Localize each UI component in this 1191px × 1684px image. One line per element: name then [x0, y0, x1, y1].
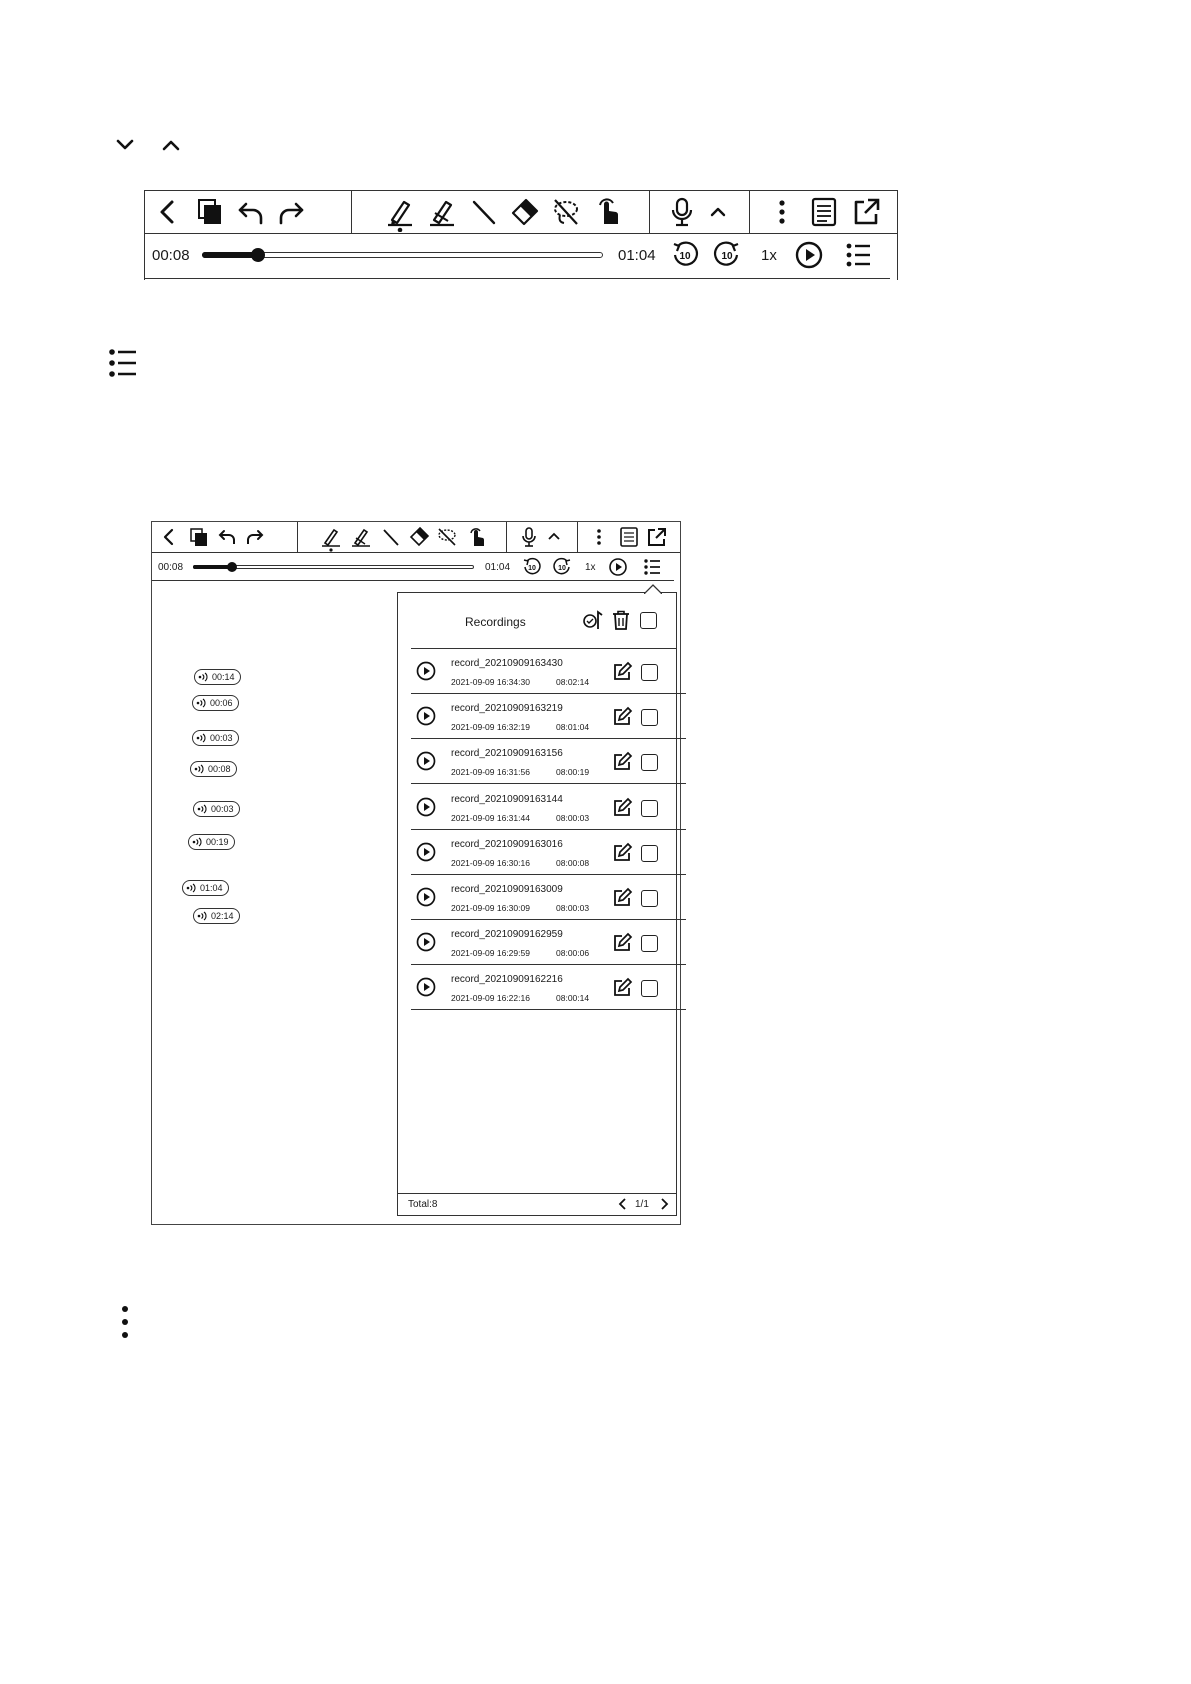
audio-bubble[interactable]: [182, 880, 229, 896]
rename-icon[interactable]: [611, 661, 633, 683]
recording-name: record_20210909163430: [451, 658, 563, 669]
eraser-icon[interactable]: [408, 526, 430, 548]
recording-checkbox[interactable]: [641, 890, 658, 907]
recording-checkbox[interactable]: [641, 800, 658, 817]
recording-length: 08:00:03: [556, 903, 590, 913]
audio-bubble[interactable]: [190, 761, 237, 777]
recording-checkbox[interactable]: [641, 845, 658, 862]
recording-date: 2021-09-09 16:30:16: [451, 857, 530, 868]
play-icon[interactable]: [608, 557, 628, 577]
recording-date: 2021-09-09 16:31:44: [451, 812, 530, 823]
chevron-up-icon[interactable]: [545, 528, 563, 546]
duration-time: 01:04: [485, 562, 511, 573]
recording-checkbox[interactable]: [641, 709, 658, 726]
audio-wave-icon: [197, 911, 209, 921]
export-icon[interactable]: [646, 526, 668, 548]
touch-icon[interactable]: [466, 525, 488, 549]
export-icon[interactable]: [850, 196, 882, 228]
microphone-icon[interactable]: [518, 526, 540, 548]
elapsed-time: 00:08: [152, 247, 190, 264]
microphone-icon[interactable]: [666, 196, 698, 228]
rename-icon[interactable]: [611, 887, 633, 909]
play-icon[interactable]: [415, 705, 437, 727]
rewind-label: 10: [528, 565, 536, 572]
total-count: Total:8: [408, 1199, 438, 1210]
recording-length: 08:01:04: [556, 722, 590, 733]
recording-name: record_20210909163219: [451, 703, 563, 715]
pages-icon[interactable]: [188, 526, 210, 548]
rewind-label: 10: [679, 251, 691, 262]
rename-icon[interactable]: [611, 706, 633, 728]
marker-icon[interactable]: [426, 194, 458, 232]
audio-wave-icon: [197, 804, 209, 814]
recording-length: 08:02:14: [556, 677, 590, 687]
more-vertical-icon[interactable]: [590, 526, 608, 548]
list-icon: [106, 346, 140, 380]
select-all-checkbox[interactable]: [640, 612, 657, 629]
line-tool-icon[interactable]: [468, 196, 500, 228]
table-of-contents-icon[interactable]: [808, 196, 840, 228]
redo-icon[interactable]: [276, 196, 308, 228]
forward-10-icon[interactable]: [552, 557, 572, 577]
audio-wave-icon: [196, 698, 208, 708]
recording-date: 2021-09-09 16:22:16: [451, 993, 530, 1004]
play-icon[interactable]: [415, 660, 437, 682]
table-of-contents-icon[interactable]: [618, 526, 640, 548]
back-icon[interactable]: [152, 196, 184, 228]
progress-slider[interactable]: [202, 248, 603, 262]
more-vertical-icon[interactable]: [768, 196, 796, 228]
play-icon[interactable]: [415, 931, 437, 953]
recording-name: record_20210909163009: [451, 884, 563, 895]
play-icon[interactable]: [415, 976, 437, 998]
recording-length: 08:00:08: [556, 857, 590, 868]
forward-10-icon[interactable]: [712, 240, 742, 270]
marker-icon[interactable]: [350, 525, 372, 549]
audio-bubble-duration: 00:03: [211, 804, 234, 814]
play-icon[interactable]: [415, 841, 437, 863]
lasso-off-icon[interactable]: [436, 526, 458, 548]
recording-row[interactable]: [411, 965, 686, 1010]
audio-bubble[interactable]: [193, 908, 240, 924]
page-indicator: 1/1: [635, 1199, 649, 1210]
audio-wave-icon: [198, 672, 210, 682]
elapsed-time: 00:08: [158, 562, 184, 573]
audio-bubble-duration: 00:19: [206, 837, 229, 847]
pen-icon[interactable]: [320, 525, 342, 552]
progress-fill: [202, 252, 258, 258]
recording-date: 2021-09-09 16:32:19: [451, 722, 530, 733]
play-icon[interactable]: [415, 750, 437, 772]
recordings-panel: [397, 592, 677, 1216]
audio-bubble[interactable]: [194, 669, 241, 685]
pen-icon[interactable]: [384, 194, 416, 232]
device-screen: [151, 521, 681, 1225]
forward-label: 10: [558, 565, 566, 572]
next-page-icon[interactable]: [657, 1196, 671, 1212]
audio-wave-icon: [192, 837, 204, 847]
recording-date: 2021-09-09 16:30:09: [451, 903, 530, 913]
chevron-down-icon: [114, 134, 136, 156]
audio-bubble-duration: 01:04: [200, 883, 223, 893]
forward-label: 10: [721, 251, 733, 262]
recording-checkbox[interactable]: [641, 754, 658, 771]
progress-slider[interactable]: [193, 562, 474, 572]
lasso-off-icon[interactable]: [550, 196, 582, 228]
audio-bubble[interactable]: [192, 730, 239, 746]
rename-icon[interactable]: [611, 977, 633, 999]
audio-bubble-duration: 00:14: [212, 672, 235, 682]
recording-length: 08:00:14: [556, 993, 590, 1004]
toolbar-large: [144, 190, 898, 280]
audio-wave-icon: [196, 733, 208, 743]
audio-wave-icon: [186, 883, 198, 893]
recording-name: record_20210909162959: [451, 929, 563, 941]
prev-page-icon[interactable]: [616, 1196, 630, 1212]
undo-icon[interactable]: [234, 196, 266, 228]
list-icon[interactable]: [844, 240, 874, 270]
rename-icon[interactable]: [611, 797, 633, 819]
audio-bubble-duration: 00:03: [210, 733, 233, 743]
recording-name: record_20210909163156: [451, 748, 563, 760]
audio-bubble-duration: 00:08: [208, 764, 231, 774]
rewind-10-icon[interactable]: [670, 240, 700, 270]
recording-row[interactable]: [411, 694, 686, 739]
play-icon[interactable]: [415, 886, 437, 908]
audio-wave-icon: [194, 764, 206, 774]
audio-bubble-duration: 00:06: [210, 698, 233, 708]
recording-checkbox[interactable]: [641, 935, 658, 952]
recordings-title: Recordings: [465, 615, 526, 629]
play-icon[interactable]: [415, 796, 437, 818]
recording-row[interactable]: [411, 739, 686, 784]
recording-row[interactable]: [411, 649, 686, 694]
recording-name: record_20210909163144: [451, 793, 563, 805]
chevron-up-icon: [160, 134, 182, 156]
recording-date: 2021-09-09 16:31:56: [451, 767, 530, 778]
progress-knob[interactable]: [227, 562, 237, 572]
recording-date: 2021-09-09 16:29:59: [451, 948, 530, 959]
rename-icon[interactable]: [611, 842, 633, 864]
recording-row[interactable]: [411, 785, 686, 830]
redo-icon[interactable]: [244, 526, 266, 548]
touch-icon[interactable]: [592, 194, 624, 228]
list-icon[interactable]: [642, 557, 662, 577]
speed-button[interactable]: 1x: [761, 247, 777, 264]
recording-row[interactable]: [411, 875, 686, 920]
recording-date: 2021-09-09 16:34:30: [451, 677, 530, 687]
recording-name: record_20210909163016: [451, 838, 563, 850]
audio-bubble[interactable]: [192, 695, 239, 711]
audio-bubble[interactable]: [188, 834, 235, 850]
duration-time: 01:04: [618, 247, 656, 264]
recording-length: 08:00:06: [556, 948, 590, 959]
recording-row[interactable]: [411, 920, 686, 965]
import-audio-icon[interactable]: [582, 609, 604, 631]
recording-length: 08:00:03: [556, 812, 590, 823]
rename-icon[interactable]: [611, 751, 633, 773]
rewind-10-icon[interactable]: [522, 557, 542, 577]
speed-button[interactable]: 1x: [585, 562, 596, 573]
undo-icon[interactable]: [216, 526, 238, 548]
delete-icon[interactable]: [610, 609, 632, 631]
progress-knob[interactable]: [251, 248, 265, 262]
pages-icon[interactable]: [194, 196, 226, 228]
recording-name: record_20210909162216: [451, 974, 563, 986]
line-tool-icon[interactable]: [380, 526, 402, 548]
eraser-icon[interactable]: [508, 196, 540, 228]
recording-row[interactable]: [411, 830, 686, 875]
recording-checkbox[interactable]: [641, 664, 658, 681]
play-icon[interactable]: [794, 240, 824, 270]
rename-icon[interactable]: [611, 932, 633, 954]
recording-length: 08:00:19: [556, 767, 590, 778]
audio-bubble-duration: 02:14: [211, 911, 234, 921]
more-vertical-icon: [114, 1304, 136, 1340]
audio-bubble[interactable]: [193, 801, 240, 817]
recording-checkbox[interactable]: [641, 980, 658, 997]
back-icon[interactable]: [158, 526, 180, 548]
chevron-up-icon[interactable]: [706, 200, 730, 224]
